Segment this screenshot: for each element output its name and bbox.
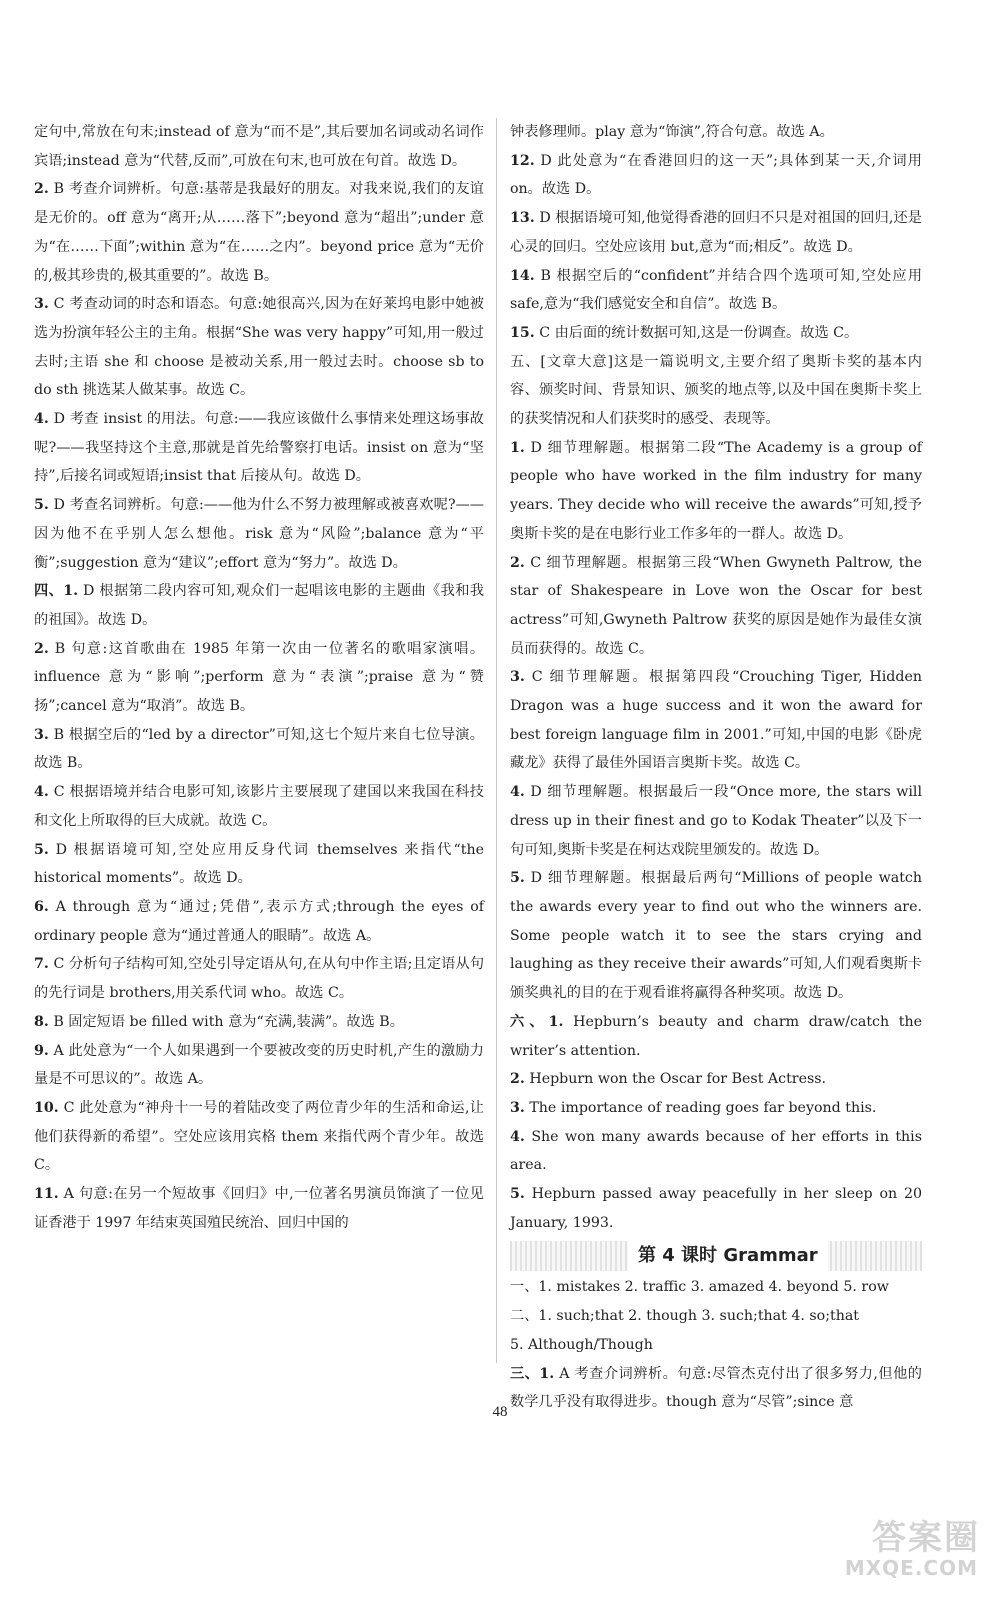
answer-number: 9. (34, 1042, 49, 1059)
answer-text: Hepburn’s beauty and charm draw/catch the writer’s attention. (510, 1013, 923, 1059)
answer-text: C 细节理解题。根据第四段“Crouching Tiger, Hidden Dragon was a huge success and it won the award for best foreign language film in 2001.”可知,中国的电影《卧虎藏龙》获得了最佳外国语言奥斯卡奖。故选 C。 (510, 669, 922, 772)
answer-text: D 细节理解题。根据最后一段“Once more, the stars will dress up in their finest and go to Kodak Theater”以及下一句可知,奥斯卡奖是在柯达戏院里颁发的。故选 D。 (510, 784, 922, 858)
answer-paragraph (34, 1008, 484, 1037)
answer-number: 4. (510, 784, 525, 801)
passage-summary (510, 348, 922, 434)
answer-number: 5. (34, 497, 49, 514)
answer-text: D 根据语境可知,空处应用反身代词 themselves 来指代“the historical moments”。故选 D。 (34, 841, 485, 887)
answer-paragraph (34, 118, 484, 175)
answer-number: 三、1. (510, 1365, 555, 1382)
answer-number: 4. (34, 784, 49, 801)
answer-text: D 考查 insist 的用法。句意:——我应该做什么事情来处理这场事故呢?——我坚持这个主意,那就是首先给警察打电话。insist on 意为“坚持”,后接名词或短语;insist that 后接从句。故选 D。 (34, 411, 484, 485)
answer-paragraph (510, 549, 922, 664)
answer-text: B 考查介词辨析。句意:基蒂是我最好的朋友。对我来说,我们的友谊是无价的。off 意为“离开;从……落下”;beyond 意为“超出”;under 意为“在……下面”;within 意为“在……之内”。beyond price 意为“无价的,极其珍贵的,极其重要的”。故选 B。 (34, 181, 484, 284)
answer-paragraph (34, 721, 484, 778)
answer-paragraph (510, 1094, 922, 1123)
answer-number: 5. (510, 1186, 525, 1203)
answer-number: 3. (34, 296, 49, 313)
answer-number: 15. (510, 324, 535, 341)
answer-paragraph (510, 1331, 922, 1360)
answer-paragraph (34, 491, 484, 577)
answer-paragraph (510, 1180, 922, 1237)
answer-number: 3. (510, 669, 525, 686)
answer-text: A 此处意为“一个人如果遇到一个要被改变的历史时机,产生的激励力量是不可思议的”。故选 A。 (34, 1042, 484, 1088)
answer-number: 5. (34, 841, 49, 858)
answer-number: 2. (34, 181, 49, 198)
answer-text: D 根据语境可知,他觉得香港的回归不只是对祖国的回归,还是心灵的回归。空处应该用 but,意为“而;相反”。故选 D。 (510, 210, 922, 255)
answer-number: 11. (34, 1186, 59, 1203)
answer-paragraph (34, 290, 484, 405)
answer-number: 六、1. (510, 1013, 564, 1030)
answer-text: Hepburn passed away peacefully in her sleep on 20 January, 1993. (510, 1186, 922, 1231)
answer-number: 12. (510, 152, 535, 169)
answer-text: 定句中,常放在句末;instead of 意为“而不是”,其后要加名词或动名词作宾语;instead 意为“代替,反而”,可放在句末,也可放在句首。故选 D。 (34, 124, 484, 169)
answer-text: A through 意为“通过;凭借”,表示方式;through the eyes of ordinary people 意为“通过普通人的眼睛”。故选 A。 (34, 898, 484, 944)
page-number: 48 (492, 1404, 508, 1420)
answer-number: 4. (34, 411, 49, 428)
answer-text: D 细节理解题。根据最后两句“Millions of people watch the awards every year to find out who the winners are. Some people watch it to see the stars crying and laughing as they receive their awards”可知,人们观看奥斯卡颁奖典礼的目的在于观看谁将赢得各种奖项。故选 D。 (510, 870, 922, 1002)
answer-text: D 此处意为“在香港回归的这一天”;具体到某一天,介词用 on。故选 D。 (510, 152, 922, 198)
section-heading (510, 1241, 922, 1271)
answer-number: 14. (510, 267, 535, 284)
answer-number: 10. (34, 1099, 59, 1116)
answer-paragraph (34, 635, 484, 721)
answer-paragraph (34, 778, 484, 835)
answer-paragraph (34, 405, 484, 491)
column-divider (496, 118, 497, 1363)
answer-paragraph (510, 262, 922, 319)
answer-text: B 固定短语 be filled with 意为“充满,装满”。故选 B。 (53, 1013, 404, 1030)
answer-text: C 由后面的统计数据可知,这是一份调查。故选 C。 (539, 324, 859, 341)
answer-number: 5. (510, 870, 525, 887)
answer-text: C 根据语境并结合电影可知,该影片主要展现了建国以来我国在科技和文化上所取得的巨大成就。故选 C。 (34, 784, 484, 829)
answer-number: 13. (510, 210, 535, 227)
answer-text: Hepburn won the Oscar for Best Actress. (529, 1071, 827, 1088)
answer-text: D 细节理解题。根据第二段“The Academy is a group of people who have worked in the film industry for many years. They decide who will receive the awards”可知,授予奥斯卡奖的是在电影行业工作多年的一群人。故选 D。 (510, 439, 922, 542)
answer-text: D 根据第二段内容可知,观众们一起唱该电影的主题曲《我和我的祖国》。故选 D。 (34, 583, 485, 628)
watermark-title: 答案圈 (872, 1518, 980, 1558)
answer-paragraph (34, 577, 484, 634)
answer-text: The importance of reading goes far beyond this. (529, 1099, 877, 1116)
answer-text: B 根据空后的“confident”并结合四个选项可知,空处应用 safe,意为“我们感觉安全和自信”。故选 B。 (510, 267, 923, 313)
answer-paragraph (510, 204, 922, 261)
watermark-url: MXQE.COM (844, 1556, 978, 1580)
answer-paragraph (34, 836, 484, 893)
answer-text: 二、1. such;that 2. though 3. such;that 4. so;that (510, 1308, 859, 1325)
answer-text: 一、1. mistakes 2. traffic 3. amazed 4. beyond 5. row (510, 1279, 889, 1296)
answer-text: C 细节理解题。根据第三段“When Gwyneth Paltrow, the star of Shakespeare in Love won the Oscar for best actress”可知,Gwyneth Paltrow 获奖的原因是她作为最佳女演员而获得的。故选 C。 (510, 554, 922, 657)
answer-text: 钟表修理师。play 意为“饰演”,符合句意。故选 A。 (510, 124, 834, 140)
answer-text: 5. Although/Though (510, 1336, 653, 1353)
answer-number: 3. (510, 1099, 525, 1116)
answer-paragraph (510, 778, 922, 864)
answer-paragraph (510, 1302, 922, 1331)
answer-number: 四、1. (34, 583, 79, 600)
answer-paragraph (510, 319, 922, 348)
left-column (34, 118, 484, 1237)
answer-paragraph (34, 1037, 484, 1094)
answer-paragraph (510, 1123, 922, 1180)
answer-paragraph (34, 950, 484, 1007)
answer-text: C 分析句子结构可知,空处引导定语从句,在从句中作主语;且定语从句的先行词是 brothers,用关系代词 who。故选 C。 (34, 956, 485, 1002)
answer-text: A 考查介词辨析。句意:尽管杰克付出了很多努力,但他的数学几乎没有取得进步。though 意为“尽管”;since 意 (510, 1365, 922, 1411)
answer-paragraph (510, 663, 922, 778)
answer-paragraph (510, 864, 922, 1008)
answer-text: C 此处意为“神舟十一号的着陆改变了两位青少年的生活和命运,让他们获得新的希望”。空处应该用宾格 them 来指代两个青少年。故选 C。 (34, 1099, 484, 1174)
answer-paragraph (510, 1008, 922, 1065)
answer-number: 1. (510, 439, 525, 456)
answer-number: 2. (510, 554, 525, 571)
answer-paragraph (510, 1273, 922, 1302)
answer-text: B 根据空后的“led by a director”可知,这七个短片来自七位导演。故选 B。 (34, 726, 484, 772)
watermark-logo (812, 1510, 982, 1588)
answer-number: 2. (510, 1071, 525, 1088)
answer-paragraph (34, 175, 484, 290)
answer-text: C 考查动词的时态和语态。句意:她很高兴,因为在好莱坞电影中她被选为扮演年轻公主的主角。根据“She was very happy”可知,用一般过去时;主语 she 和 choose 是被动关系,用一般过去时。choose sb to do sth 挑选某人做某事。故选 C。 (34, 296, 484, 399)
answer-paragraph (34, 1180, 484, 1237)
right-column (510, 118, 922, 1417)
answer-number: 3. (34, 726, 49, 743)
answer-paragraph (510, 1065, 922, 1094)
answer-text: B 句意:这首歌曲在 1985 年第一次由一位著名的歌唱家演唱。influence 意为“影响”;perform 意为“表演”;praise 意为“赞扬”;cancel 意为“取消”。故选 B。 (34, 640, 485, 715)
answer-paragraph (510, 118, 922, 147)
answer-paragraph (510, 147, 922, 204)
answer-paragraph (34, 1094, 484, 1180)
answer-number: 7. (34, 956, 49, 973)
answer-text: D 考查名词辨析。句意:——他为什么不努力被理解或被喜欢呢?——因为他不在乎别人怎么想他。risk 意为“风险”;balance 意为“平衡”;suggestion 意为“建议”;effort 意为“努力”。故选 D。 (34, 497, 484, 571)
answer-text: A 句意:在另一个短故事《回归》中,一位著名男演员饰演了一位见证香港于 1997 年结束英国殖民统治、回归中国的 (34, 1186, 484, 1231)
answer-number: 8. (34, 1013, 49, 1030)
answer-text: She won many awards because of her efforts in this area. (510, 1128, 922, 1174)
answer-paragraph (510, 434, 922, 549)
answer-number: 6. (34, 898, 49, 915)
answer-paragraph (34, 893, 484, 950)
section-heading-text: 第 4 课时 Grammar (628, 1241, 828, 1271)
answer-number: 4. (510, 1128, 525, 1145)
answer-text: 五、[文章大意]这是一篇说明文,主要介绍了奥斯卡奖的基本内容、颁奖时间、背景知识、颁奖的地点等,以及中国在奥斯卡奖上的获奖情况和人们获奖时的感受、表现等。 (510, 353, 922, 428)
answer-number: 2. (34, 640, 49, 657)
